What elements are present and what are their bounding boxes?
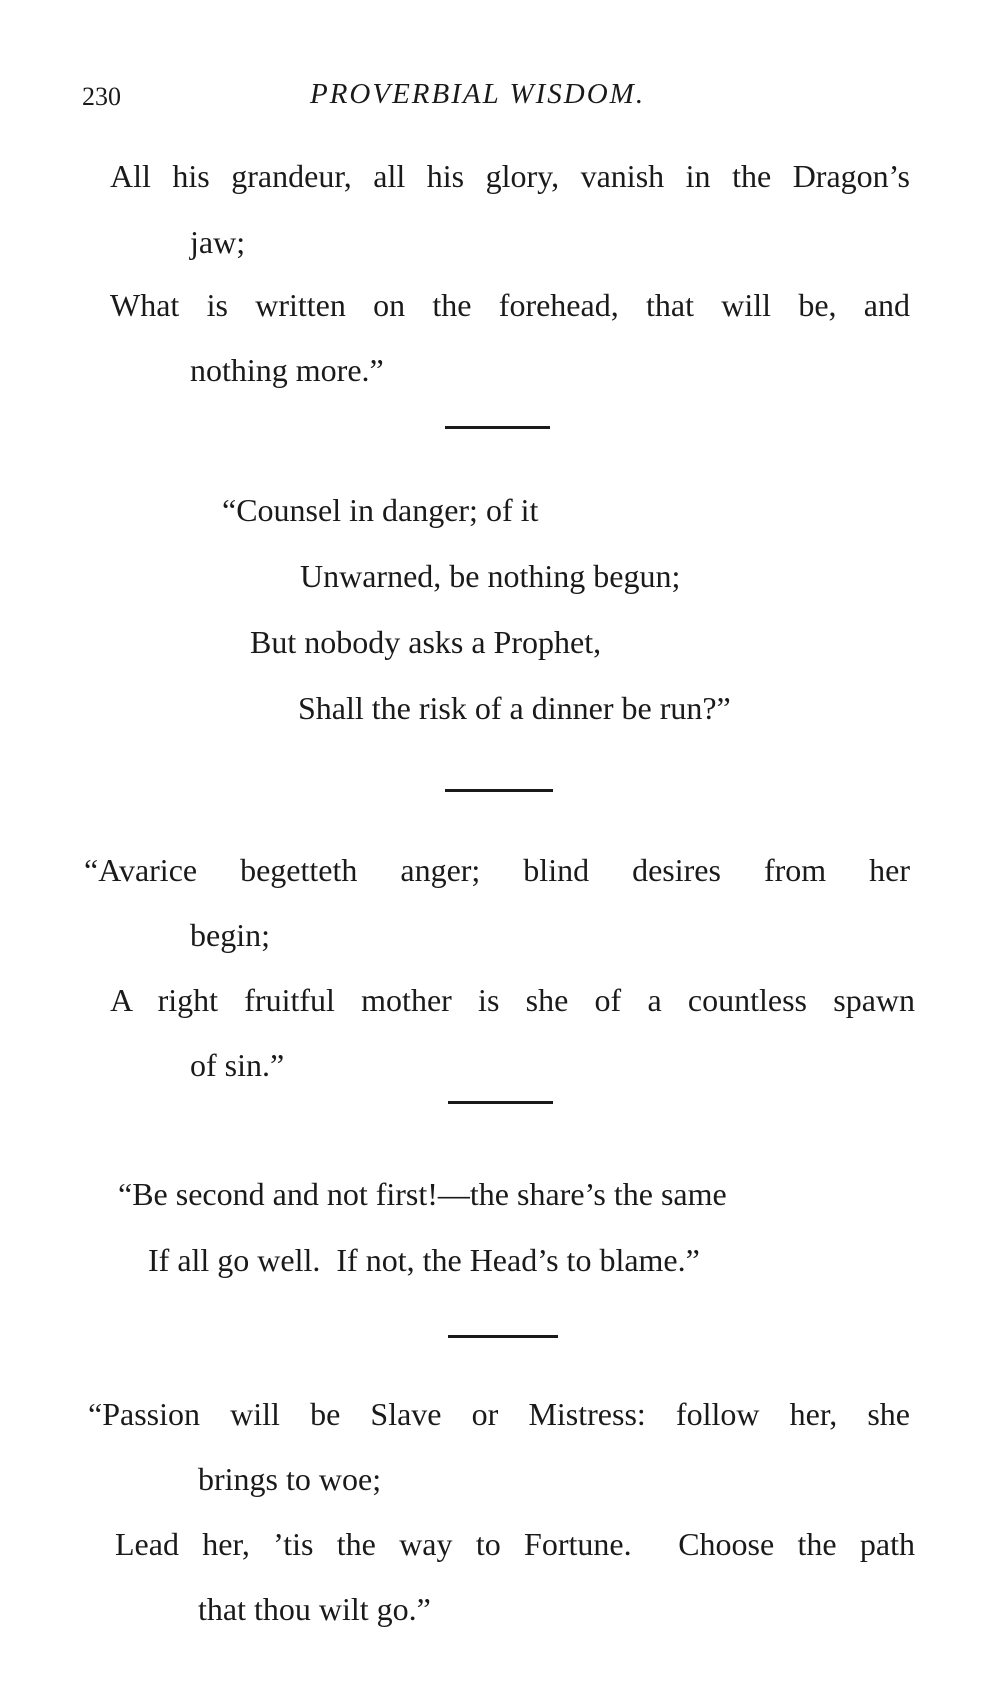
stanza-5-line-2: brings to woe; [198, 1461, 382, 1497]
stanza-3-line-3: A right fruitful mother is she of a countless spawn [110, 982, 915, 1018]
stanza-1-line-3: What is written on the forehead, that will be, and [110, 287, 910, 323]
stanza-1-line-2: jaw; [190, 224, 246, 260]
page-number: 230 [82, 82, 121, 111]
running-title: PROVERBIAL WISDOM. [310, 78, 646, 110]
stanza-2-line-4: Shall the risk of a dinner be run?” [298, 690, 731, 726]
stanza-3-line-2: begin; [190, 917, 270, 953]
stanza-1-line-4: nothing more.” [190, 352, 384, 388]
section-divider-2 [445, 789, 553, 792]
stanza-2-line-3: But nobody asks a Prophet, [250, 624, 602, 660]
section-divider-3 [448, 1101, 553, 1104]
stanza-5-line-4: that thou wilt go.” [198, 1591, 431, 1627]
stanza-4-line-1: “Be second and not first!—the share’s the same [118, 1176, 727, 1212]
stanza-2-line-1: “Counsel in danger; of it [222, 492, 539, 528]
stanza-1-line-1: All his grandeur, all his glory, vanish in the Dragon’s [110, 158, 910, 194]
stanza-3-line-1: “Avarice begetteth anger; blind desires from her [84, 852, 910, 888]
stanza-4-line-2: If all go well. If not, the Head’s to blame.” [148, 1242, 700, 1278]
section-divider-1 [445, 426, 550, 429]
stanza-2-line-2: Unwarned, be nothing begun; [300, 558, 681, 594]
stanza-5-line-1: “Passion will be Slave or Mistress: follow her, she [88, 1396, 910, 1432]
stanza-3-line-4: of sin.” [190, 1047, 285, 1083]
section-divider-4 [448, 1335, 558, 1338]
stanza-5-line-3: Lead her, ’tis the way to Fortune. Choose the path [115, 1526, 915, 1562]
